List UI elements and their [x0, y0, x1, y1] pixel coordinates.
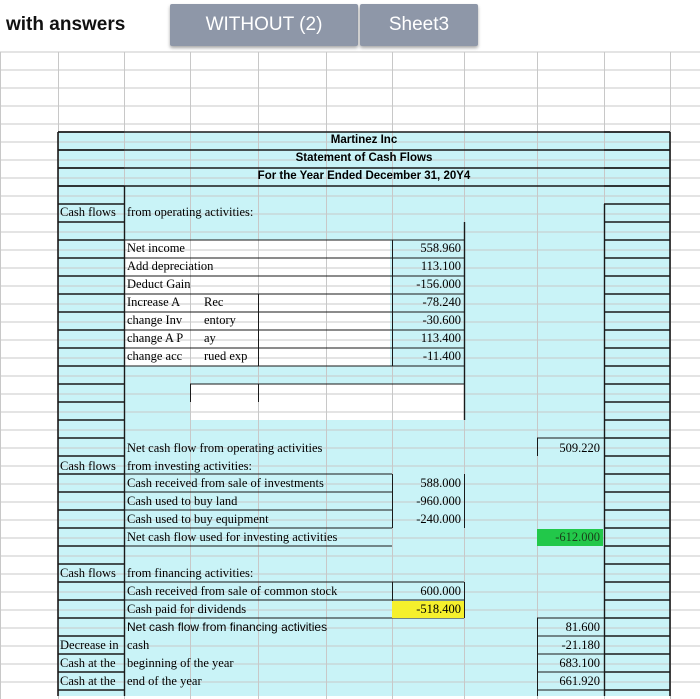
- summary-0-label-a[interactable]: Decrease in: [60, 638, 119, 652]
- operating-item-3-value[interactable]: -78.240: [422, 295, 461, 309]
- financing-header-text[interactable]: from financing activities:: [127, 566, 254, 580]
- operating-item-3-label[interactable]: Increase A: [127, 295, 181, 309]
- operating-item-6-label[interactable]: change acc: [127, 349, 183, 363]
- investing-net-label[interactable]: Net cash flow used for investing activities: [127, 530, 338, 544]
- financing-header-cell[interactable]: Cash flows: [60, 566, 116, 580]
- investing-item-1-label[interactable]: Cash used to buy land: [127, 494, 238, 508]
- investing-net-value[interactable]: -612.000: [537, 529, 603, 546]
- sheet-tab-bar: [0, 0, 700, 50]
- operating-item-4-label[interactable]: change Inv: [127, 313, 183, 327]
- operating-item-6-label-cont[interactable]: rued exp: [204, 349, 248, 363]
- financing-net-value[interactable]: 81.600: [565, 620, 600, 634]
- operating-item-1-value[interactable]: 113.100: [420, 259, 461, 273]
- company-name-cell[interactable]: Martinez Inc: [330, 134, 398, 146]
- operating-item-4-value[interactable]: -30.600: [422, 313, 461, 327]
- investing-header-cell[interactable]: Cash flows: [60, 459, 116, 473]
- operating-item-5-value[interactable]: 113.400: [420, 331, 461, 345]
- tab-without-2[interactable]: WITHOUT (2): [170, 4, 358, 46]
- operating-item-2-value[interactable]: -156.000: [416, 277, 461, 291]
- investing-item-2-label[interactable]: Cash used to buy equipment: [127, 512, 269, 526]
- summary-1-label-a[interactable]: Cash at the: [60, 656, 116, 670]
- summary-2-value[interactable]: 661.920: [559, 674, 600, 688]
- operating-item-1-label[interactable]: Add depreciation: [127, 259, 214, 273]
- investing-item-0-label[interactable]: Cash received from sale of investments: [127, 476, 324, 490]
- operating-item-0-value[interactable]: 558.960: [420, 241, 461, 255]
- operating-item-2-label[interactable]: Deduct Gain: [127, 277, 191, 291]
- summary-0-label-b[interactable]: cash: [127, 638, 150, 652]
- investing-header-text[interactable]: from investing activities:: [127, 459, 252, 473]
- operating-net-label[interactable]: Net cash flow from operating activities: [127, 441, 323, 455]
- financing-item-1-value[interactable]: -518.400: [392, 601, 464, 618]
- investing-item-0-value[interactable]: 588.000: [420, 476, 461, 490]
- operating-item-4-label-cont[interactable]: entory: [204, 313, 236, 327]
- tab-sheet3[interactable]: Sheet3: [360, 4, 478, 46]
- summary-0-value[interactable]: -21.180: [561, 638, 600, 652]
- operating-header-text[interactable]: from operating activities:: [127, 205, 254, 219]
- summary-1-value[interactable]: 683.100: [559, 656, 600, 670]
- operating-item-3-label-cont[interactable]: Rec: [204, 295, 224, 309]
- operating-item-5-label-cont[interactable]: ay: [204, 331, 216, 345]
- summary-1-label-b[interactable]: beginning of the year: [127, 656, 234, 670]
- statement-period-cell[interactable]: For the Year Ended December 31, 20Y4: [257, 170, 471, 182]
- tab-with-answers[interactable]: with answers: [0, 4, 168, 46]
- statement-title-cell[interactable]: Statement of Cash Flows: [295, 152, 433, 164]
- operating-net-value[interactable]: 509.220: [559, 441, 600, 455]
- operating-item-5-label[interactable]: change A P: [127, 331, 184, 345]
- financing-item-0-value[interactable]: 600.000: [420, 584, 461, 598]
- summary-2-label-b[interactable]: end of the year: [127, 674, 202, 688]
- financing-item-0-label[interactable]: Cash received from sale of common stock: [127, 584, 338, 598]
- investing-item-1-value[interactable]: -960.000: [416, 494, 461, 508]
- operating-header-cell[interactable]: Cash flows: [60, 205, 116, 219]
- financing-item-1-label[interactable]: Cash paid for dividends: [127, 602, 247, 616]
- investing-item-2-value[interactable]: -240.000: [416, 512, 461, 526]
- operating-item-6-value[interactable]: -11.400: [422, 349, 461, 363]
- summary-2-label-a[interactable]: Cash at the: [60, 674, 116, 688]
- operating-item-0-label[interactable]: Net income: [127, 241, 185, 255]
- financing-net-label[interactable]: Net cash flow from financing activities: [127, 620, 328, 634]
